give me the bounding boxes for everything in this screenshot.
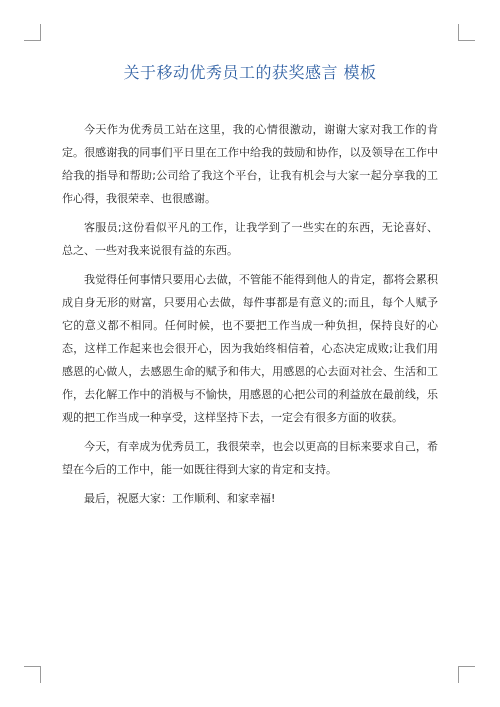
paragraph-attitude: 我觉得任何事情只要用心去做，不管能不能得到他人的肯定，都将会累积成自身无形的财富，只要用心去做，每件事都是有意义的;而且，每个人赋予它的意义都不相同。任何时候，也不要把工作当成一种负担，保持良好的心态，这样工作起来也会很开心，因为我始终相信着，心态决定成败;让我们用感恩的心做人，去感恩生命的赋予和伟大，用感恩的心去面对社会、生活和工作，去化解工作中的消极与不愉快，用感恩的心把公司的利益放在最前线，乐观的把工作当成一种享受，这样坚持下去，一定会有很多方面的收获。	[62, 273, 438, 424]
paragraph-closing: 最后，祝愿大家：工作顺利、和家幸福!	[84, 492, 276, 505]
document-title: 关于移动优秀员工的获奖感言 模板	[123, 63, 377, 82]
paragraph-goals: 今天，有幸成为优秀员工，我很荣幸，也会以更高的目标来要求自己，希望在今后的工作中，能一如既往得到大家的肯定和支持。	[62, 440, 438, 476]
paragraph-customer-service: 客服员;这份看似平凡的工作，让我学到了一些实在的东西，无论喜好、总之、一些对我来说很有益的东西。	[62, 221, 438, 257]
crop-mark-top-right	[458, 24, 475, 41]
crop-mark-bottom-right	[458, 666, 475, 683]
paragraph-intro: 今天作为优秀员工站在这里，我的心情很激动，谢谢大家对我工作的肯定。很感谢我的同事们平日里在工作中给我的鼓励和协作，以及领导在工作中给我的指导和帮助;公司给了我这个平台，让我有机会与大家一起分享我的工作心得，我很荣幸、也很感谢。	[62, 123, 438, 205]
document-body	[62, 118, 438, 516]
crop-mark-bottom-left	[24, 666, 41, 683]
crop-mark-top-left	[24, 24, 41, 41]
